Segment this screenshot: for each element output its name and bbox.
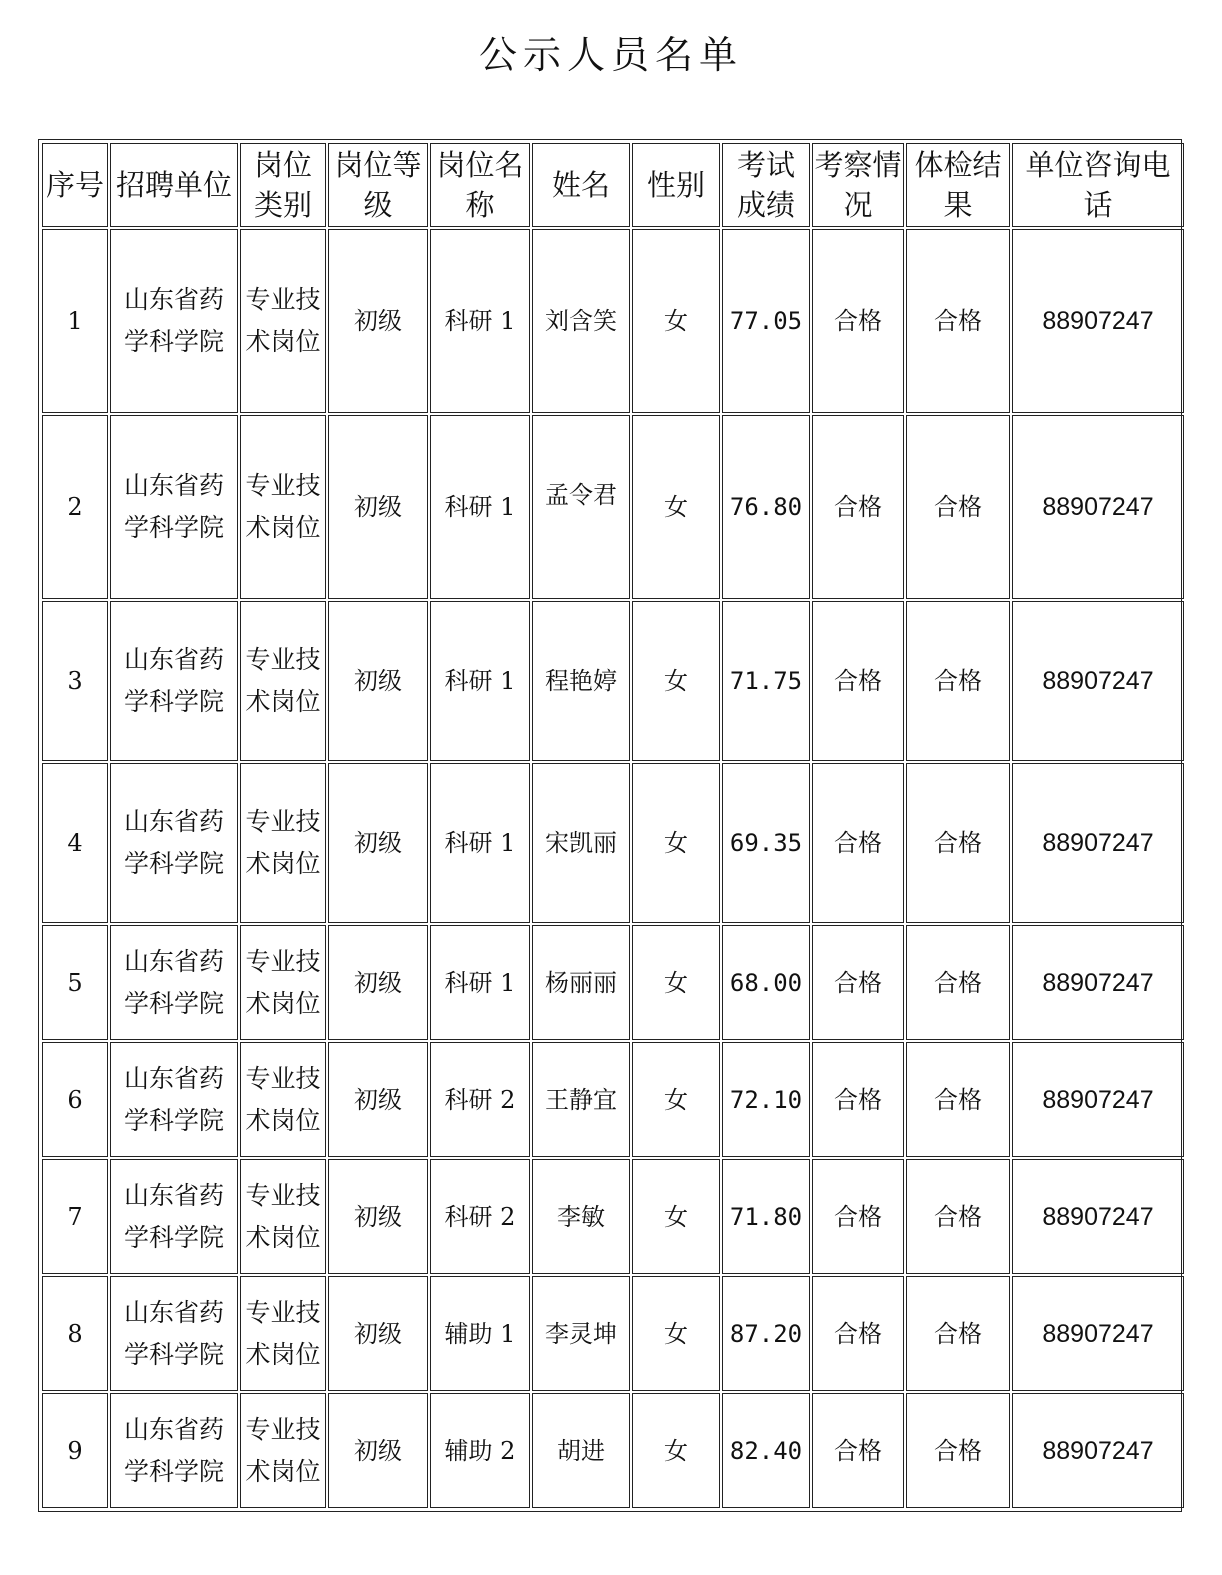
row-number: 2 [42,415,108,599]
position-category: 专业技术岗位 [240,415,326,599]
recruiting-unit: 山东省药学科学院 [110,1276,238,1391]
position-level: 初级 [328,925,428,1040]
review-result: 合格 [812,1159,904,1274]
medical-result: 合格 [906,763,1010,923]
table-row [42,1042,1184,1157]
recruiting-unit: 山东省药学科学院 [110,229,238,413]
medical-result: 合格 [906,1042,1010,1157]
header-cell: 姓名 [532,143,630,227]
person-name: 李敏 [532,1159,630,1274]
gender: 女 [632,925,720,1040]
row-number: 5 [42,925,108,1040]
position-category: 专业技术岗位 [240,1276,326,1391]
exam-score: 76.80 [722,415,810,599]
position-name: 科研 2 [430,1159,530,1274]
position-name: 科研 1 [430,229,530,413]
position-level: 初级 [328,1159,428,1274]
row-number: 1 [42,229,108,413]
position-level: 初级 [328,229,428,413]
table-row [42,601,1184,761]
gender: 女 [632,763,720,923]
person-name: 孟令君 [532,415,630,599]
header-cell: 招聘单位 [110,143,238,227]
review-result: 合格 [812,1276,904,1391]
table-row [42,229,1184,413]
exam-score: 82.40 [722,1393,810,1508]
position-level: 初级 [328,1042,428,1157]
review-result: 合格 [812,229,904,413]
position-category: 专业技术岗位 [240,229,326,413]
table-row [42,1159,1184,1274]
header-cell: 序号 [42,143,108,227]
gender: 女 [632,415,720,599]
table-row [42,1393,1184,1508]
person-name: 胡进 [532,1393,630,1508]
row-number: 4 [42,763,108,923]
page-title: 公示人员名单 [478,33,743,77]
person-name: 杨丽丽 [532,925,630,1040]
position-category: 专业技术岗位 [240,925,326,1040]
row-number: 6 [42,1042,108,1157]
contact-phone: 88907247 [1012,601,1184,761]
review-result: 合格 [812,763,904,923]
header-cell: 岗位类别 [240,143,326,227]
table-row [42,1276,1184,1391]
roster-table [40,141,1186,1510]
review-result: 合格 [812,601,904,761]
header-cell: 单位咨询电话 [1012,143,1184,227]
contact-phone: 88907247 [1012,1393,1184,1508]
roster-table-frame [38,139,1182,1512]
position-level: 初级 [328,763,428,923]
review-result: 合格 [812,415,904,599]
contact-phone: 88907247 [1012,1042,1184,1157]
position-name: 辅助 2 [430,1393,530,1508]
medical-result: 合格 [906,1393,1010,1508]
person-name: 李灵坤 [532,1276,630,1391]
review-result: 合格 [812,925,904,1040]
header-cell: 岗位等级 [328,143,428,227]
person-name: 刘含笑 [532,229,630,413]
gender: 女 [632,1159,720,1274]
review-result: 合格 [812,1393,904,1508]
position-name: 科研 2 [430,1042,530,1157]
header-cell: 考试成绩 [722,143,810,227]
position-name: 科研 1 [430,415,530,599]
position-level: 初级 [328,415,428,599]
recruiting-unit: 山东省药学科学院 [110,1393,238,1508]
medical-result: 合格 [906,1159,1010,1274]
recruiting-unit: 山东省药学科学院 [110,601,238,761]
position-level: 初级 [328,1393,428,1508]
recruiting-unit: 山东省药学科学院 [110,763,238,923]
medical-result: 合格 [906,925,1010,1040]
exam-score: 77.05 [722,229,810,413]
header-row [42,143,1184,227]
medical-result: 合格 [906,229,1010,413]
person-name: 宋凯丽 [532,763,630,923]
contact-phone: 88907247 [1012,415,1184,599]
recruiting-unit: 山东省药学科学院 [110,925,238,1040]
gender: 女 [632,229,720,413]
recruiting-unit: 山东省药学科学院 [110,415,238,599]
person-name: 程艳婷 [532,601,630,761]
contact-phone: 88907247 [1012,763,1184,923]
header-cell: 岗位名称 [430,143,530,227]
review-result: 合格 [812,1042,904,1157]
recruiting-unit: 山东省药学科学院 [110,1159,238,1274]
position-level: 初级 [328,601,428,761]
recruiting-unit: 山东省药学科学院 [110,1042,238,1157]
header-cell: 考察情况 [812,143,904,227]
exam-score: 71.75 [722,601,810,761]
medical-result: 合格 [906,601,1010,761]
row-number: 3 [42,601,108,761]
table-row [42,763,1184,923]
position-name: 科研 1 [430,925,530,1040]
contact-phone: 88907247 [1012,925,1184,1040]
table-row [42,415,1184,599]
person-name: 王静宜 [532,1042,630,1157]
position-category: 专业技术岗位 [240,1159,326,1274]
exam-score: 72.10 [722,1042,810,1157]
exam-score: 68.00 [722,925,810,1040]
position-category: 专业技术岗位 [240,601,326,761]
header-cell: 体检结果 [906,143,1010,227]
exam-score: 69.35 [722,763,810,923]
position-level: 初级 [328,1276,428,1391]
medical-result: 合格 [906,415,1010,599]
gender: 女 [632,1042,720,1157]
row-number: 9 [42,1393,108,1508]
exam-score: 87.20 [722,1276,810,1391]
position-name: 辅助 1 [430,1276,530,1391]
gender: 女 [632,601,720,761]
exam-score: 71.80 [722,1159,810,1274]
row-number: 8 [42,1276,108,1391]
table-row [42,925,1184,1040]
position-category: 专业技术岗位 [240,1042,326,1157]
gender: 女 [632,1393,720,1508]
table-body [42,229,1184,1508]
contact-phone: 88907247 [1012,229,1184,413]
header-cell: 性别 [632,143,720,227]
contact-phone: 88907247 [1012,1276,1184,1391]
position-name: 科研 1 [430,601,530,761]
position-name: 科研 1 [430,763,530,923]
medical-result: 合格 [906,1276,1010,1391]
gender: 女 [632,1276,720,1391]
position-category: 专业技术岗位 [240,1393,326,1508]
row-number: 7 [42,1159,108,1274]
contact-phone: 88907247 [1012,1159,1184,1274]
position-category: 专业技术岗位 [240,763,326,923]
